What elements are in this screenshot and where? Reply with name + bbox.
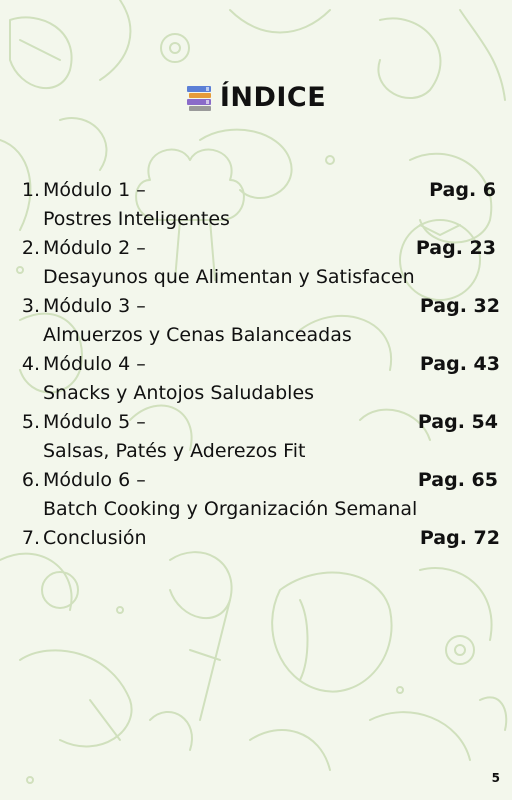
- entry-number: 2.: [21, 237, 40, 259]
- entry-subtitle: Desayunos que Alimentan y Satisfacen: [43, 266, 415, 288]
- entry-label: Módulo 3 –: [43, 295, 146, 317]
- entry-label: Módulo 2 –: [43, 237, 146, 259]
- entry-label: Módulo 6 –: [43, 469, 146, 491]
- entry-number: 6.: [21, 469, 40, 491]
- entry-page: Pag. 6: [429, 179, 496, 201]
- entry-subtitle: Batch Cooking y Organización Semanal: [43, 498, 418, 520]
- entry-number: 5.: [21, 411, 40, 433]
- title-text: ÍNDICE: [219, 82, 327, 113]
- entry-label: Módulo 4 –: [43, 353, 146, 375]
- entry-number: 3.: [21, 295, 40, 317]
- entry-page: Pag. 65: [417, 469, 498, 491]
- entry-subtitle: Snacks y Antojos Saludables: [43, 382, 315, 404]
- page-number: 5: [491, 771, 500, 785]
- entry-page: Pag. 54: [417, 411, 498, 433]
- entry-number: 7.: [21, 527, 40, 549]
- entry-page: Pag. 72: [419, 527, 500, 549]
- entry-page: Pag. 23: [415, 237, 496, 259]
- entry-label: Módulo 5 –: [43, 411, 146, 433]
- entry-page: Pag. 32: [419, 295, 500, 317]
- entry-subtitle: Salsas, Patés y Aderezos Fit: [43, 440, 306, 462]
- entry-number: 1.: [21, 179, 40, 201]
- entry-number: 4.: [21, 353, 40, 375]
- entry-page: Pag. 43: [419, 353, 500, 375]
- entry-subtitle: Almuerzos y Cenas Balanceadas: [43, 324, 352, 346]
- entry-label: Conclusión: [43, 527, 147, 549]
- entry-subtitle: Postres Inteligentes: [43, 208, 230, 230]
- entry-label: Módulo 1 –: [43, 179, 146, 201]
